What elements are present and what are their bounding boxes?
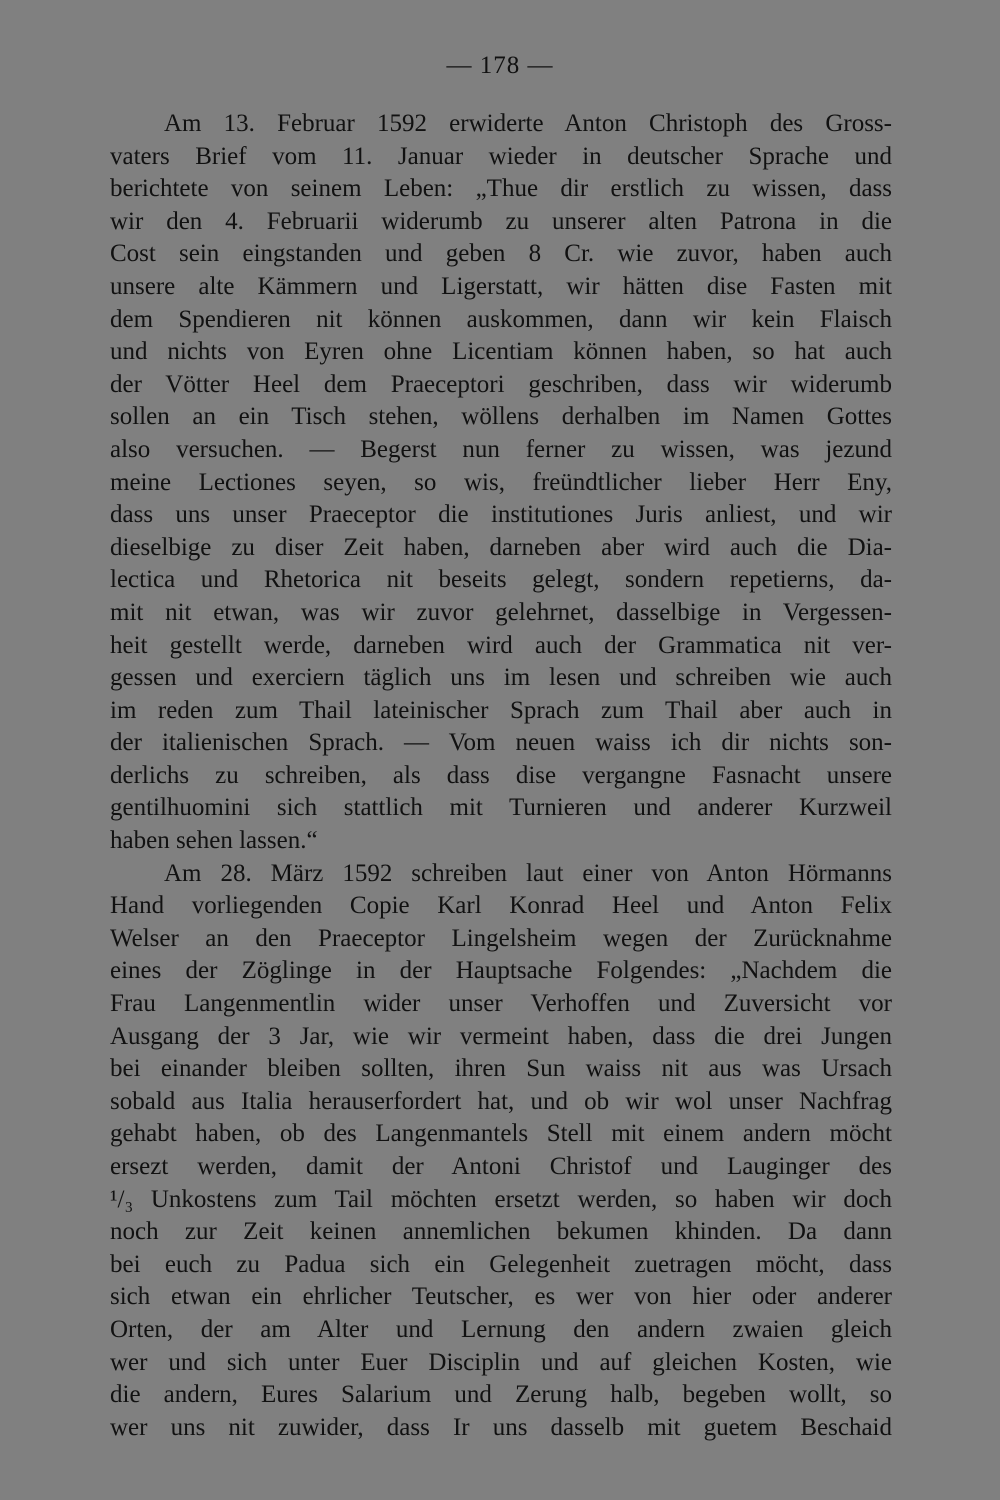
text-line: ¹/₃ Unkostens zum Tail möchten ersetzt werden, so haben wir doch bbox=[110, 1185, 892, 1213]
text-line: Hand vorliegenden Copie Karl Konrad Heel und Anton Felix bbox=[110, 892, 892, 920]
text-line: bei euch zu Padua sich ein Gelegenheit zuetragen möcht, dass bbox=[110, 1250, 892, 1278]
text-line: und nichts von Eyren ohne Licentiam können haben, so hat auch bbox=[110, 338, 892, 366]
text-line: gessen und exerciern täglich uns im lesen und schreiben wie auch bbox=[110, 664, 892, 692]
text-line: der Vötter Heel dem Praeceptori geschriben, dass wir widerumb bbox=[110, 370, 892, 398]
text-line: also versuchen. — Begerst nun ferner zu wissen, was jezund bbox=[110, 435, 892, 463]
text-line: der italienischen Sprach. — Vom neuen waiss ich dir nichts son- bbox=[110, 729, 892, 757]
text-line: sich etwan ein ehrlicher Teutscher, es wer von hier oder anderer bbox=[110, 1283, 892, 1311]
body-text bbox=[110, 108, 892, 1444]
text-line: haben sehen lassen.“ bbox=[110, 827, 318, 855]
text-line: heit gestellt werde, darneben wird auch der Grammatica nit ver- bbox=[110, 631, 892, 659]
text-line: unsere alte Kämmern und Ligerstatt, wir hätten dise Fasten mit bbox=[110, 272, 892, 300]
text-line: vaters Brief vom 11. Januar wieder in deutscher Sprache und bbox=[110, 142, 892, 170]
text-line: Frau Langenmentlin wider unser Verhoffen und Zuversicht vor bbox=[110, 990, 892, 1018]
text-line: sobald aus Italia herauserfordert hat, und ob wir wol unser Nachfrag bbox=[110, 1087, 892, 1115]
page-number: — 178 — bbox=[446, 52, 554, 79]
text-line: Welser an den Praeceptor Lingelsheim wegen der Zurücknahme bbox=[110, 924, 892, 952]
text-line: Orten, der am Alter und Lernung den andern zwaien gleich bbox=[110, 1315, 892, 1343]
text-line: wer und sich unter Euer Disciplin und auf gleichen Kosten, wie bbox=[110, 1348, 892, 1376]
text-line: meine Lectiones seyen, so wis, freündtlicher lieber Herr Eny, bbox=[110, 468, 892, 496]
text-line: gehabt haben, ob des Langenmantels Stell mit einem andern möcht bbox=[110, 1120, 892, 1148]
text-line: Am 13. Februar 1592 erwiderte Anton Christoph des Gross- bbox=[164, 110, 892, 137]
text-line: noch zur Zeit keinen annemlichen bekumen khinden. Da dann bbox=[110, 1218, 892, 1246]
text-line: eines der Zöglinge in der Hauptsache Folgendes: „Nachdem die bbox=[110, 957, 892, 985]
text-line: die andern, Eures Salarium und Zerung halb, begeben wollt, so bbox=[110, 1381, 892, 1409]
text-line: im reden zum Thail lateinischer Sprach zum Thail aber auch in bbox=[110, 696, 892, 724]
text-line: sollen an ein Tisch stehen, wöllens derhalben im Namen Gottes bbox=[110, 403, 892, 431]
text-line: wer uns nit zuwider, dass Ir uns dasselb mit guetem Beschaid bbox=[110, 1413, 892, 1441]
text-line: ersezt werden, damit der Antoni Christof und Lauginger des bbox=[110, 1153, 892, 1180]
text-line: Ausgang der 3 Jar, wie wir vermeint haben, dass die drei Jungen bbox=[110, 1022, 892, 1050]
text-line: dass uns unser Praeceptor die institutiones Juris anliest, und wir bbox=[110, 501, 892, 529]
text-line: bei einander bleiben sollten, ihren Sun waiss nit aus was Ursach bbox=[110, 1055, 892, 1083]
text-line: wir den 4. Februarii widerumb zu unserer alten Patrona in die bbox=[110, 207, 892, 235]
text-line: derlichs zu schreiben, als dass dise vergangne Fasnacht unsere bbox=[110, 761, 892, 789]
text-line: mit nit etwan, was wir zuvor gelehrnet, dasselbige in Vergessen- bbox=[110, 598, 892, 626]
text-line: dem Spendieren nit können auskommen, dann wir kein Flaisch bbox=[110, 305, 892, 333]
text-line: berichtete von seinem Leben: „Thue dir erstlich zu wissen, dass bbox=[110, 175, 892, 203]
text-line: dieselbige zu diser Zeit haben, darneben aber wird auch die Dia- bbox=[110, 533, 892, 561]
text-line: gentilhuomini sich stattlich mit Turnieren und anderer Kurzweil bbox=[110, 794, 892, 822]
text-line: lectica und Rhetorica nit beseits gelegt, sondern repetierns, da- bbox=[110, 566, 892, 594]
text-line: Am 28. März 1592 schreiben laut einer von Anton Hörmanns bbox=[164, 859, 892, 887]
text-line: Cost sein eingstanden und geben 8 Cr. wie zuvor, haben auch bbox=[110, 240, 892, 268]
